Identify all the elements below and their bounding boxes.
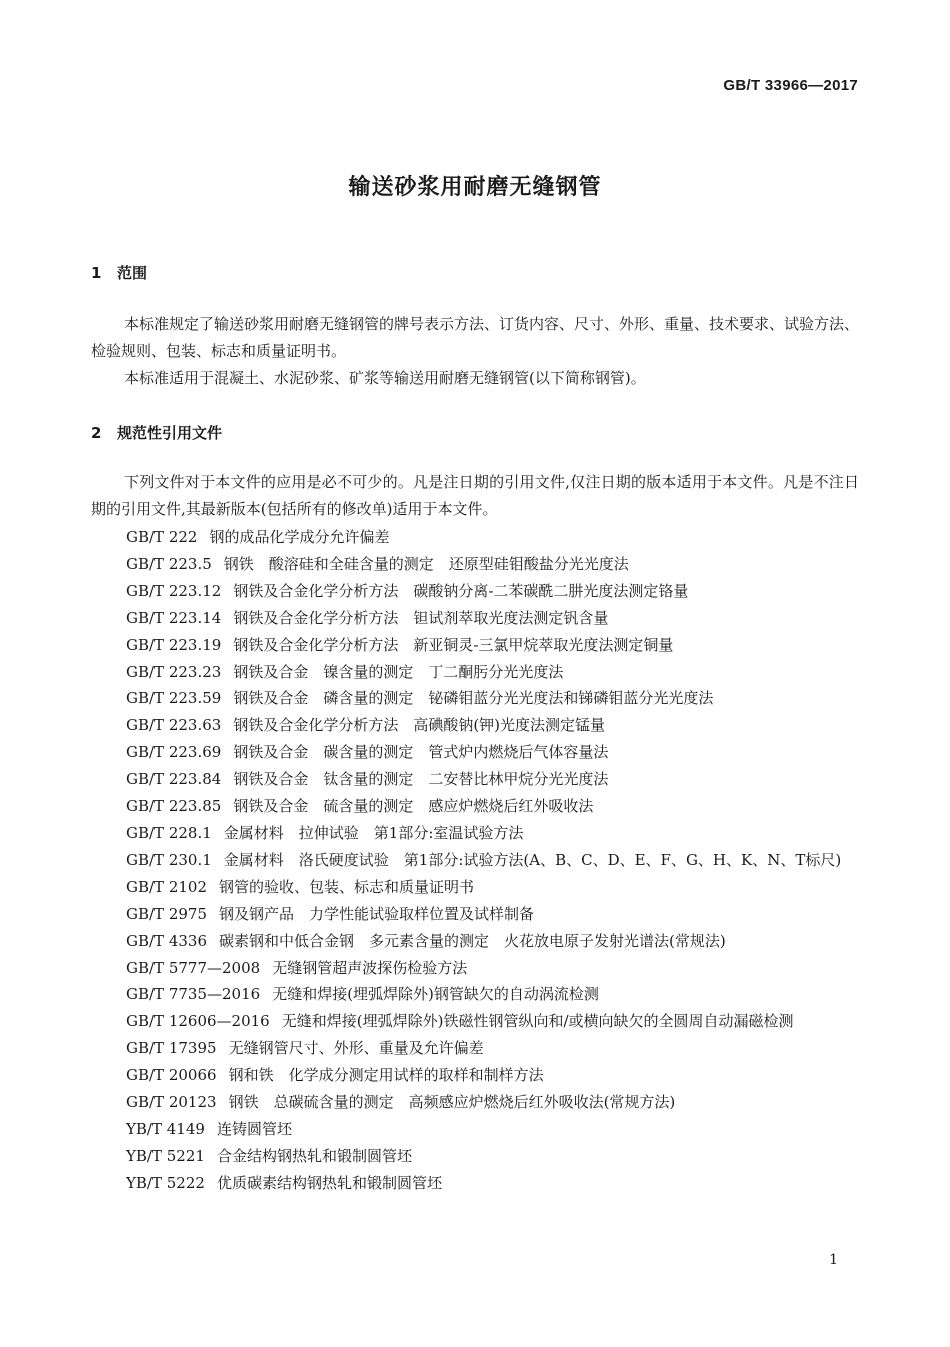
reference-title: 钢铁及合金 碳含量的测定 管式炉内燃烧后气体容量法 <box>233 743 609 762</box>
reference-item <box>91 739 859 766</box>
section-title: 范围 <box>117 264 148 282</box>
reference-title: 无缝钢管超声波探伤检验方法 <box>272 958 468 977</box>
reference-code: YB/T 5222 <box>126 1173 205 1192</box>
reference-title: 钢和铁 化学成分测定用试样的取样和制样方法 <box>228 1066 544 1085</box>
reference-title: 碳素钢和中低合金钢 多元素含量的测定 火花放电原子发射光谱法(常规法) <box>219 931 726 950</box>
reference-title: 钢的成品化学成分允许偏差 <box>209 528 390 546</box>
reference-item <box>91 847 859 874</box>
page-number: 1 <box>829 1252 838 1268</box>
reference-item <box>91 685 859 712</box>
reference-code: GB/T 17395 <box>126 1039 217 1058</box>
scope-paragraph-2: 本标准适用于混凝土、水泥砂浆、矿浆等输送用耐磨无缝钢管(以下简称钢管)。 <box>124 369 646 387</box>
reference-item <box>91 659 859 686</box>
reference-title: 钢铁及合金化学分析方法 高碘酸钠(钾)光度法测定锰量 <box>233 716 606 735</box>
reference-code: GB/T 223.84 <box>126 770 222 789</box>
section-number: 2 <box>91 424 102 442</box>
reference-code: GB/T 2102 <box>126 877 208 896</box>
reference-title: 钢铁及合金 硫含量的测定 感应炉燃烧后红外吸收法 <box>233 797 594 816</box>
reference-code: YB/T 4149 <box>126 1119 205 1138</box>
reference-title: 钢铁及合金化学分析方法 碳酸钠分离-二苯碳酰二肼光度法测定铬量 <box>233 581 689 600</box>
reference-code: GB/T 222 <box>126 528 198 546</box>
reference-code: GB/T 223.63 <box>126 716 222 735</box>
reference-code: GB/T 228.1 <box>126 823 212 842</box>
reference-code: GB/T 230.1 <box>126 850 212 869</box>
reference-code: GB/T 223.14 <box>126 608 222 627</box>
reference-item <box>91 793 859 820</box>
reference-item <box>91 1035 859 1062</box>
reference-item <box>91 1170 859 1197</box>
reference-code: GB/T 12606—2016 <box>126 1012 270 1031</box>
reference-item <box>91 1008 859 1035</box>
reference-title: 优质碳素结构钢热轧和锻制圆管坯 <box>216 1173 442 1192</box>
reference-item <box>91 712 859 739</box>
reference-item <box>91 632 859 659</box>
reference-item <box>91 1143 859 1170</box>
reference-item <box>91 578 859 605</box>
scope-paragraph-1: 本标准规定了输送砂浆用耐磨无缝钢管的牌号表示方法、订货内容、尺寸、外形、重量、技术要求、试验方法、检验规则、包装、标志和质量证明书。 <box>91 315 860 360</box>
section-title: 规范性引用文件 <box>117 424 223 442</box>
reference-item <box>91 981 859 1008</box>
standard-code: GB/T 33966—2017 <box>723 77 858 94</box>
reference-title: 钢铁 总碳硫含量的测定 高频感应炉燃烧后红外吸收法(常规方法) <box>228 1093 676 1112</box>
reference-item <box>91 1116 859 1143</box>
reference-code: GB/T 7735—2016 <box>126 985 261 1004</box>
reference-title: 钢管的验收、包装、标志和质量证明书 <box>219 877 475 896</box>
reference-title: 钢铁及合金化学分析方法 钽试剂萃取光度法测定钒含量 <box>233 608 609 627</box>
reference-item <box>91 551 859 578</box>
reference-title: 无缝钢管尺寸、外形、重量及允许偏差 <box>228 1039 484 1058</box>
reference-code: GB/T 223.85 <box>126 797 222 816</box>
reference-code: GB/T 2975 <box>126 904 208 923</box>
reference-item <box>91 820 859 847</box>
reference-title: 钢铁 酸溶硅和全硅含量的测定 还原型硅钼酸盐分光光度法 <box>223 554 629 573</box>
document-title: 输送砂浆用耐磨无缝钢管 <box>348 175 602 200</box>
reference-item <box>91 955 859 982</box>
reference-code: GB/T 20066 <box>126 1066 217 1085</box>
reference-title: 钢铁及合金 磷含量的测定 铋磷钼蓝分光光度法和锑磷钼蓝分光光度法 <box>233 689 714 708</box>
reference-code: GB/T 223.19 <box>126 635 222 654</box>
reference-item <box>91 524 859 551</box>
section-2-heading <box>91 422 222 443</box>
reference-item <box>91 901 859 928</box>
reference-title: 金属材料 拉伸试验 第1部分:室温试验方法 <box>223 823 524 842</box>
reference-title: 连铸圆管坯 <box>216 1119 292 1138</box>
reference-code: GB/T 223.23 <box>126 662 222 681</box>
reference-code: GB/T 223.5 <box>126 554 212 573</box>
reference-item <box>91 928 859 955</box>
reference-item <box>91 1062 859 1089</box>
reference-title: 钢铁及合金 钛含量的测定 二安替比林甲烷分光光度法 <box>233 770 609 789</box>
reference-title: 钢及钢产品 力学性能试验取样位置及试样制备 <box>219 904 535 923</box>
reference-title: 合金结构钢热轧和锻制圆管坯 <box>216 1146 412 1165</box>
reference-code: GB/T 223.69 <box>126 743 222 762</box>
reference-title: 无缝和焊接(埋弧焊除外)铁磁性钢管纵向和/或横向缺欠的全圆周自动漏磁检测 <box>281 1012 794 1031</box>
normative-references-list <box>91 524 859 1197</box>
reference-item <box>91 874 859 901</box>
reference-item <box>91 1089 859 1116</box>
reference-title: 钢铁及合金 镍含量的测定 丁二酮肟分光光度法 <box>233 662 564 681</box>
section-1-heading <box>91 262 147 283</box>
reference-code: GB/T 223.12 <box>126 581 222 600</box>
reference-item <box>91 605 859 632</box>
reference-title: 无缝和焊接(埋弧焊除外)钢管缺欠的自动涡流检测 <box>272 985 599 1004</box>
reference-code: GB/T 5777—2008 <box>126 958 261 977</box>
reference-code: GB/T 20123 <box>126 1093 217 1112</box>
references-intro-paragraph: 下列文件对于本文件的应用是必不可少的。凡是注日期的引用文件,仅注日期的版本适用于本文件。凡是不注日期的引用文件,其最新版本(包括所有的修改单)适用于本文件。 <box>91 473 859 518</box>
reference-title: 钢铁及合金化学分析方法 新亚铜灵-三氯甲烷萃取光度法测定铜量 <box>233 635 674 654</box>
section-number: 1 <box>91 264 102 282</box>
reference-code: GB/T 4336 <box>126 931 208 950</box>
reference-item <box>91 766 859 793</box>
reference-title: 金属材料 洛氏硬度试验 第1部分:试验方法(A、B、C、D、E、F、G、H、K、N、T标尺) <box>223 850 842 869</box>
reference-code: GB/T 223.59 <box>126 689 222 708</box>
reference-code: YB/T 5221 <box>126 1146 205 1165</box>
